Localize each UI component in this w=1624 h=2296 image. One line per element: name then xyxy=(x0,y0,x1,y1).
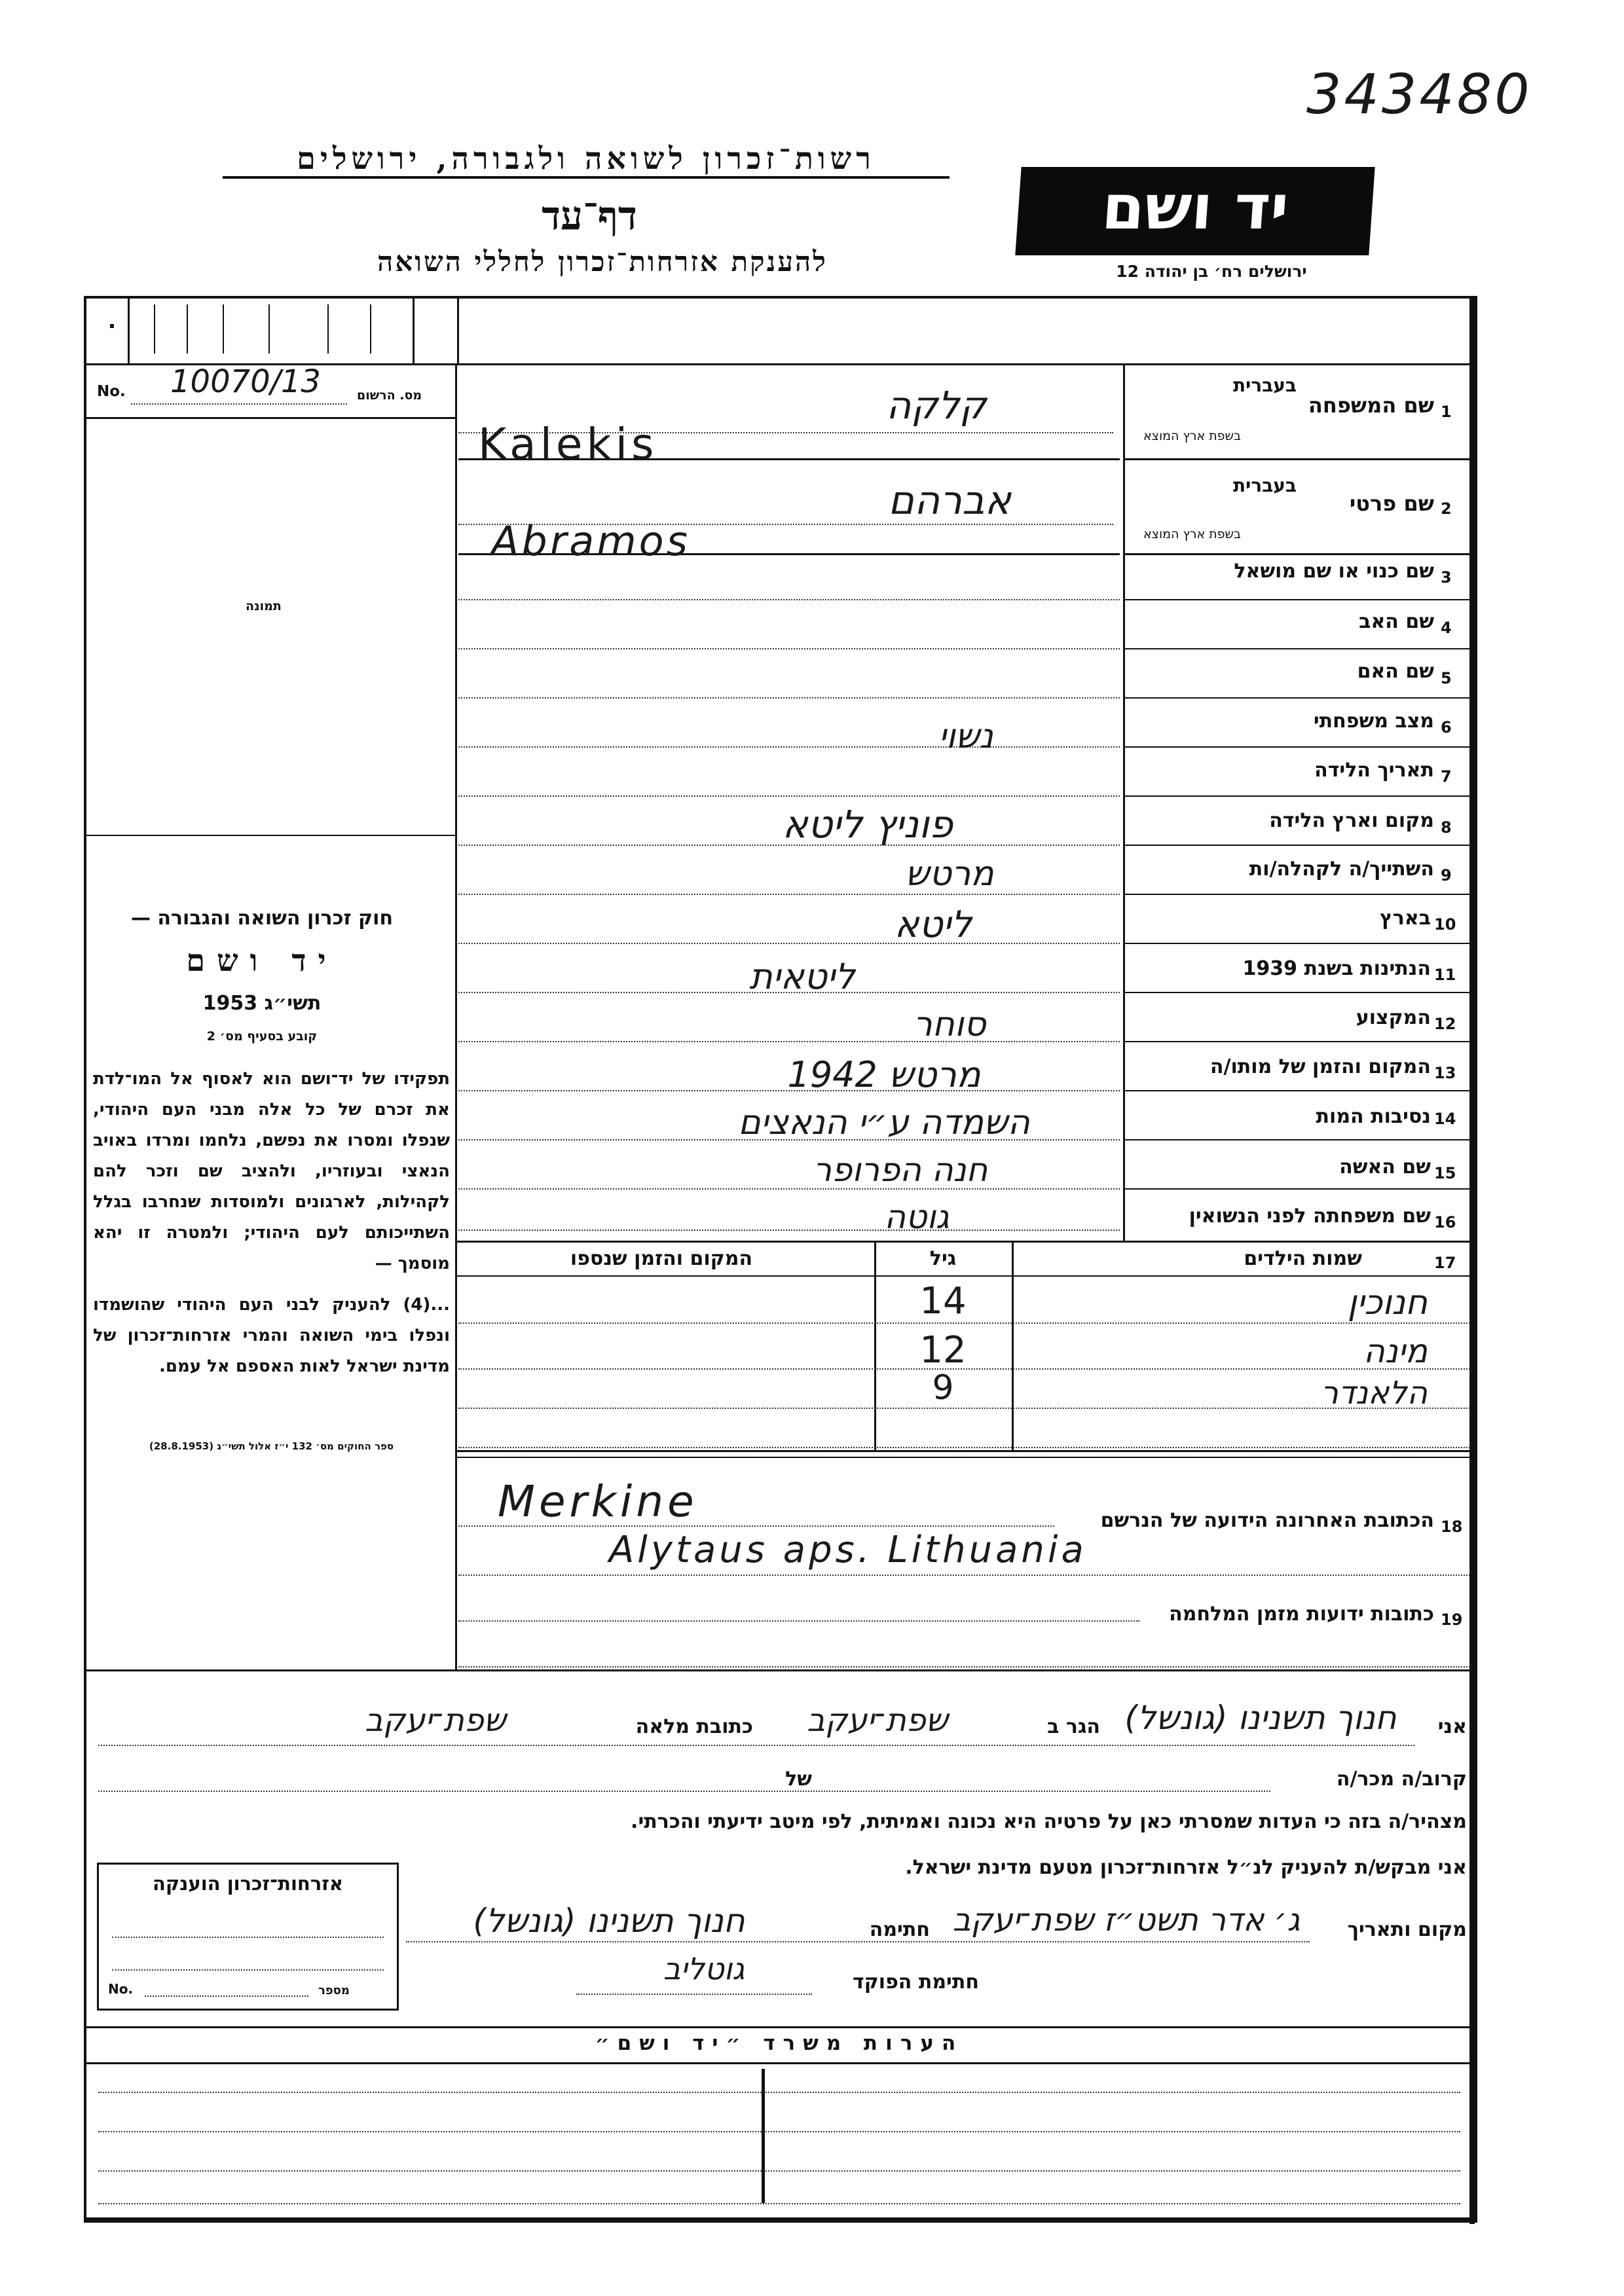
field-18-label: הכתובת האחרונה הידועה של הנרשם xyxy=(1100,1509,1434,1532)
decl-address-label: כתובת מלאה xyxy=(635,1715,753,1738)
logo-text: יד ושם xyxy=(1099,172,1291,244)
field-1-num: 1 xyxy=(1441,403,1452,421)
field-13-value: מרטש 1942 xyxy=(787,1054,981,1095)
address-line-2: Alytaus aps. Lithuania xyxy=(609,1529,1087,1571)
field-7-num: 7 xyxy=(1441,767,1452,786)
law-year: תשי״ג 1953 xyxy=(202,992,322,1015)
field-4-num: 4 xyxy=(1441,619,1452,637)
frame-shadow-bottom xyxy=(85,2217,1475,2221)
children-num: 17 xyxy=(1434,1254,1456,1272)
field-14-num: 14 xyxy=(1434,1110,1456,1128)
field-12-num: 12 xyxy=(1434,1015,1456,1033)
decl-place-date-label: מקום ותאריך xyxy=(1347,1918,1467,1941)
field-8-label: מקום וארץ הלידה xyxy=(1269,809,1434,832)
field-10-num: 10 xyxy=(1434,915,1456,934)
decl-request: אני מבקש/ת להעניק לנ״ל אזרחות־זכרון מטעם מדינת ישראל. xyxy=(905,1856,1467,1879)
decl-city: שפת־יעקב xyxy=(807,1702,948,1739)
field-2-sub-hebrew: בעברית xyxy=(1232,475,1297,496)
decl-resides-label: הגר ב xyxy=(1047,1715,1100,1738)
photo-label: תמונה xyxy=(246,599,282,613)
registration-label: מס. הרשום xyxy=(357,388,422,403)
field-9-num: 9 xyxy=(1441,866,1452,884)
address-line-1: Merkine xyxy=(498,1476,698,1527)
child-3-name: הלאנדר xyxy=(1320,1375,1428,1412)
field-9-label: השתייך/ה לקהלה/ות xyxy=(1249,858,1434,881)
field-8-num: 8 xyxy=(1441,818,1452,837)
child-2-name: מינה xyxy=(1363,1332,1428,1370)
field-2-num: 2 xyxy=(1441,500,1452,518)
child-1-name: חנוכין xyxy=(1347,1283,1428,1322)
frame-shadow xyxy=(1469,296,1475,2224)
field-1-label: שם המשפחה xyxy=(1308,393,1434,418)
decl-signature-label: חתימה xyxy=(869,1918,930,1941)
field-10-value: ליטא xyxy=(894,903,972,946)
field-1-sub-hebrew: בעברית xyxy=(1232,374,1297,396)
field-11-num: 11 xyxy=(1434,966,1456,984)
registration-no-label: No. xyxy=(97,383,126,400)
left-column-divider xyxy=(455,363,457,1669)
header-title: דף־עד xyxy=(542,193,637,239)
decl-ani: אני xyxy=(1437,1715,1467,1738)
children-col-place: המקום והזמן שנספו xyxy=(570,1247,753,1270)
field-11-label: הנתינות בשנת 1939 xyxy=(1242,957,1431,980)
field-9-value: מרטש xyxy=(905,854,994,894)
label-column-divider xyxy=(1123,363,1125,1241)
citizenship-no-label: No. xyxy=(108,1981,134,1997)
field-11-value: ליטאית xyxy=(749,956,855,997)
field-5-label: שם האם xyxy=(1357,660,1434,683)
field-16-value: גוטה xyxy=(884,1198,950,1236)
field-19-label: כתובות ידועות מזמן המלחמה xyxy=(1169,1603,1434,1626)
corner-dot xyxy=(110,324,114,328)
citizenship-num-label: מספר xyxy=(318,1984,350,1997)
children-col-age: גיל xyxy=(929,1247,957,1270)
field-4-label: שם האב xyxy=(1359,610,1434,633)
yad-vashem-logo xyxy=(1015,167,1375,255)
field-13-num: 13 xyxy=(1434,1064,1456,1082)
citizenship-title: אזרחות־זכרון הוענקה xyxy=(152,1872,344,1895)
decl-relative-label: קרוב/ה מכר/ה xyxy=(1336,1768,1467,1791)
field-12-label: המקצוע xyxy=(1356,1006,1431,1029)
field-6-num: 6 xyxy=(1441,718,1452,737)
header-org: רשות־זכרון לשואה ולגבורה, ירושלים xyxy=(223,141,950,179)
field-8-value: פוניץ ליטא xyxy=(782,802,953,847)
law-source: ספר החוקים מס׳ 132 י״ז אלול תשי״ג (28.8.1953) xyxy=(149,1440,394,1452)
officer-label: חתימת הפוקד xyxy=(853,1971,979,1994)
field-2-value-native: Abramos xyxy=(491,517,690,565)
decl-place-date: ג׳ אדר תשט״ז שפת־יעקב xyxy=(952,1902,1301,1939)
law-name: יד ושם xyxy=(186,943,338,978)
field-19-num: 19 xyxy=(1441,1611,1463,1629)
field-15-value: חנה הפרופר xyxy=(813,1151,988,1189)
law-body-2: ...(4) להעניק לבני העם היהודי שהושמדו ונפלו בימי השואה והמרי אזרחות־זכרון של מדינת ישראל לאות האספם אל עמם. xyxy=(93,1295,450,1376)
decl-address: שפת־יעקב xyxy=(365,1702,506,1739)
decl-statement: מצהיר/ה בזה כי העדות שמסרתי כאן על פרטיה היא נכונה ואמיתית, לפי מיטב ידיעתי והכרתי. xyxy=(631,1810,1467,1833)
logo-address: ירושלים רח׳ בן יהודה 12 xyxy=(1116,262,1307,281)
child-1-age: 14 xyxy=(919,1280,967,1322)
field-2-value-hebrew: אברהם xyxy=(888,478,1011,524)
remarks-title: הערות משרד ״יד ושם״ xyxy=(595,2032,964,2055)
field-7-label: תאריך הלידה xyxy=(1314,759,1434,782)
field-15-label: שם האשה xyxy=(1339,1156,1431,1178)
field-6-value: נשוי xyxy=(938,717,993,756)
field-16-num: 16 xyxy=(1434,1213,1456,1231)
field-16-label: שם משפחתה לפני הנשואין xyxy=(1189,1205,1431,1228)
officer-signature: גוטליב xyxy=(663,1951,745,1986)
law-body: תפקידו של יד־ושם הוא לאסוף אל המו־לדת את זכרם של כל אלה מבני העם היהודי, שנפלו ומסרו את נפשם, נלחמו ומרדו באויב הנאצי ובעוזריו, ולהציב שם וזכר להם לקהילות, לארגונים ולמוסדות שנחרבו בגלל השתייכותם לעם היהודי; ולמטרה זו יהא מוסמך — xyxy=(93,1069,450,1273)
field-14-value: השמדה ע״י הנאצים xyxy=(738,1103,1030,1142)
field-1-value-native: Kalekis xyxy=(478,419,658,469)
child-3-age: 9 xyxy=(932,1368,954,1408)
children-col-names: שמות הילדים xyxy=(1244,1247,1362,1270)
decl-of-label: של xyxy=(785,1768,812,1791)
decl-signature: חנוך תשנינו (גונשל) xyxy=(473,1902,745,1940)
archive-number: 343480 xyxy=(1306,62,1532,126)
field-1-value-hebrew: קלקה xyxy=(886,383,987,428)
field-18-num: 18 xyxy=(1441,1518,1463,1536)
field-1-sub-native: בשפת ארץ המוצא xyxy=(1143,429,1241,443)
field-10-label: בארץ xyxy=(1379,907,1431,930)
field-15-num: 15 xyxy=(1434,1164,1456,1182)
field-14-label: נסיבות המות xyxy=(1316,1105,1431,1128)
child-2-age: 12 xyxy=(919,1329,967,1372)
field-2-label: שם פרטי xyxy=(1349,491,1434,516)
field-12-value: סוחר xyxy=(913,1005,986,1044)
field-13-label: המקום והזמן של מותו/ה xyxy=(1209,1055,1431,1078)
field-2-sub-native: בשפת ארץ המוצא xyxy=(1143,527,1241,541)
header-subtitle: להענקת אזרחות־זכרון לחללי השואה xyxy=(377,246,828,278)
field-3-num: 3 xyxy=(1441,568,1452,587)
citizenship-box xyxy=(97,1863,399,2011)
field-3-label: שם כנוי או שם מושאל xyxy=(1234,560,1434,583)
registration-value: 10070/13 xyxy=(170,363,321,400)
law-clause: קובע בסעיף מס׳ 2 xyxy=(206,1029,318,1044)
decl-name: חנוך תשנינו (גונשל) xyxy=(1124,1699,1397,1737)
remarks-mark xyxy=(762,2069,765,2203)
field-5-num: 5 xyxy=(1441,669,1452,687)
field-6-label: מצב משפחתי xyxy=(1313,710,1434,733)
law-heading: חוק זכרון השואה והגבורה — xyxy=(130,907,394,930)
